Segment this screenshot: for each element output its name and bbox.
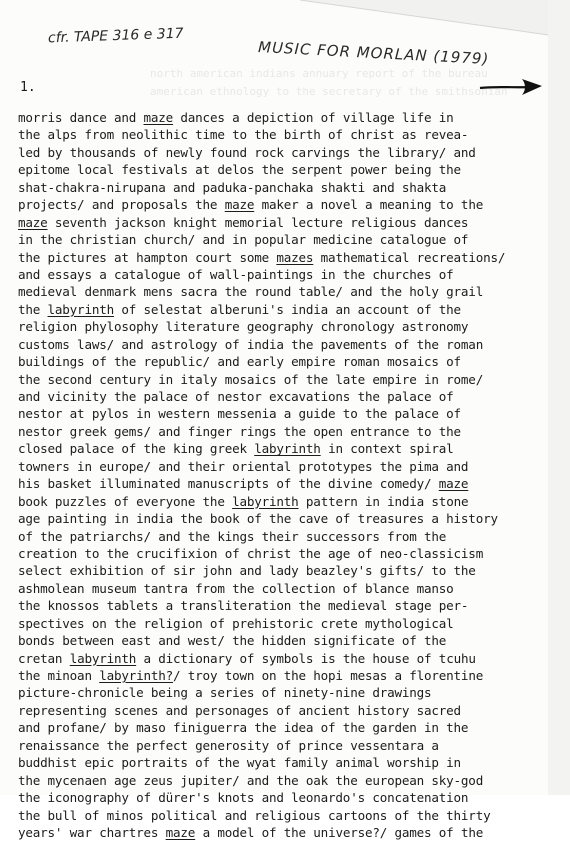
underlined-term: maze: [18, 214, 48, 230]
text-line: [18, 353, 558, 370]
text-segment: renaissance the perfect generosity of prince vessentara a: [18, 737, 439, 753]
text-segment: mathematical recreations/: [313, 249, 506, 265]
text-segment: in context spiral: [320, 441, 454, 457]
text-line: [18, 440, 558, 457]
text-segment: cretan: [18, 650, 70, 666]
text-segment: creation to the crucifixion of christ the age of neo-classicism: [18, 545, 484, 561]
text-segment: his basket illuminated manuscripts of the divine comedy/: [18, 476, 439, 492]
text-line: [18, 772, 558, 789]
text-segment: the bull of minos political and religious cartoons of the thirty: [18, 807, 491, 823]
text-segment: and essays a catalogue of wall-paintings in the churches of: [18, 266, 454, 282]
underlined-term: maze: [143, 110, 174, 125]
text-segment: the alps from neolithic time to the birth of christ as revea-: [18, 127, 469, 143]
underlined-term: labyrinth: [69, 650, 137, 666]
text-segment: epitome local festivals at delos the serpent power being the: [18, 162, 461, 178]
text-line: [18, 510, 558, 527]
text-line: [18, 179, 558, 196]
text-line: [18, 493, 558, 510]
text-line: [18, 702, 558, 719]
underlined-term: labyrinth: [47, 301, 114, 317]
text-segment: towners in europe/ and their oriental prototypes the pima and: [18, 458, 469, 474]
text-segment: medieval denmark mens sacra the round table/ and the holy grail: [18, 284, 484, 300]
handwritten-tape-reference: cfr. TAPE 316 e 317: [47, 25, 184, 47]
text-segment: / troy town on the hopi mesas a florentine: [173, 668, 484, 683]
text-line: [18, 249, 558, 266]
text-segment: a model of the universe?/ games of the: [195, 824, 484, 840]
text-line: [18, 475, 558, 492]
underlined-term: maze: [438, 476, 469, 492]
text-line: [18, 144, 558, 161]
text-line: [18, 196, 558, 213]
text-segment: ashmolean museum tantra from the collection of blance manso: [18, 580, 454, 596]
text-segment: shat-chakra-nirupana and paduka-panchaka shakti and shakta: [18, 179, 447, 195]
text-segment: years' war chartres: [18, 824, 166, 840]
text-segment: religion phylosophy literature geography chronology astronomy: [18, 319, 469, 335]
text-line: [18, 458, 558, 475]
text-line: [18, 580, 558, 597]
text-segment: projects/ and proposals the: [18, 197, 225, 213]
text-line: [18, 214, 558, 231]
text-line: [18, 388, 558, 405]
text-line: [18, 650, 558, 667]
text-segment: select exhibition of sir john and lady beazley's gifts/ to the: [18, 563, 476, 579]
text-segment: the knossos tablets a transliteration the medieval stage per-: [18, 598, 469, 614]
text-line: [18, 684, 558, 701]
text-segment: morris dance and: [18, 110, 144, 125]
bleed-through-line: north american indians annuary report of the bureau: [150, 67, 488, 80]
text-segment: a dictionary of symbols is the house of tcuhu: [136, 650, 476, 666]
text-segment: nestor greek gems/ and finger rings the open entrance to the: [18, 423, 461, 439]
text-segment: customs laws/ and astrology of india the pavements of the roman: [18, 336, 484, 352]
text-segment: nestor at pylos in western messenia a guide to the palace of: [18, 406, 461, 422]
text-line: [18, 109, 558, 126]
text-line: [18, 336, 558, 353]
text-segment: the: [18, 301, 48, 317]
text-segment: led by thousands of newly found rock carvings the library/ and: [18, 144, 476, 160]
text-line: [18, 371, 558, 388]
text-segment: pattern in india stone: [298, 493, 469, 509]
text-segment: the iconography of dürer's knots and leonardo's concatenation: [18, 790, 469, 806]
handwritten-title: MUSIC FOR MORLAN (1979): [257, 37, 490, 69]
hand-drawn-arrow-icon: [478, 76, 544, 98]
text-line: [18, 423, 558, 440]
text-segment: book puzzles of everyone the: [18, 493, 233, 509]
text-segment: the second century in italy mosaics of the late empire in rome/: [18, 371, 484, 387]
bleed-through-line: american ethnology to the secretary of the smithsonian: [150, 85, 508, 98]
text-line: [18, 405, 558, 422]
text-line: [18, 161, 558, 178]
text-line: [18, 789, 558, 806]
text-segment: buddhist epic portraits of the wyat family animal worship in: [18, 755, 461, 771]
text-segment: maker a novel a meaning to the: [254, 197, 484, 213]
text-segment: spectives on the religion of prehistoric crete mythological: [18, 615, 454, 631]
text-segment: in the christian church/ and in popular medicine catalogue of: [18, 232, 469, 248]
text-line: [18, 667, 558, 684]
text-segment: buildings of the republic/ and early empire roman mosaics of: [18, 354, 461, 370]
section-number: 1.: [20, 80, 36, 95]
text-segment: and profane/ by maso finiguerra the idea of the garden in the: [18, 720, 469, 736]
underlined-term: labyrinth?: [99, 668, 174, 683]
text-segment: closed palace of the king greek: [18, 441, 255, 457]
text-segment: seventh jackson knight memorial lecture religious dances: [47, 214, 469, 230]
text-line: [18, 126, 558, 143]
text-line: [18, 597, 558, 614]
text-segment: the pictures at hampton court some: [18, 249, 277, 265]
text-segment: the mycenaen age zeus jupiter/ and the oak the european sky-god: [18, 772, 484, 788]
underlined-term: mazes: [276, 249, 314, 265]
text-line: [18, 632, 558, 649]
text-line: [18, 283, 558, 300]
text-segment: the minoan: [18, 668, 100, 683]
text-line: [18, 737, 558, 754]
text-line: [18, 318, 558, 335]
text-line: [18, 231, 558, 248]
underlined-term: maze: [224, 197, 255, 213]
text-line: [18, 615, 558, 632]
text-line: [18, 545, 558, 562]
text-line: [18, 528, 558, 545]
text-line: [18, 807, 558, 824]
text-line: [18, 719, 558, 736]
underlined-term: labyrinth: [232, 493, 299, 509]
underlined-term: maze: [165, 824, 196, 840]
text-segment: of selestat alberuni's india an account of the: [113, 301, 461, 317]
text-segment: bonds between east and west/ the hidden significate of the: [18, 633, 447, 649]
text-segment: of the patriarchs/ and the kings their successors from the: [18, 528, 447, 544]
text-segment: representing scenes and personages of ancient history sacred: [18, 702, 461, 718]
text-line: [18, 562, 558, 579]
text-line: [18, 824, 558, 841]
text-line: [18, 754, 558, 771]
text-segment: age painting in india the book of the cave of treasures a history: [18, 511, 498, 527]
text-segment: picture-chronicle being a series of ninety-nine drawings: [18, 685, 432, 701]
underlined-term: labyrinth: [254, 441, 321, 457]
text-segment: dances a depiction of village life in: [173, 110, 454, 125]
typewritten-body: [18, 109, 558, 841]
text-line: [18, 266, 558, 283]
text-line: [18, 301, 558, 318]
text-segment: and vicinity the palace of nestor excavations the palace of: [18, 389, 454, 404]
